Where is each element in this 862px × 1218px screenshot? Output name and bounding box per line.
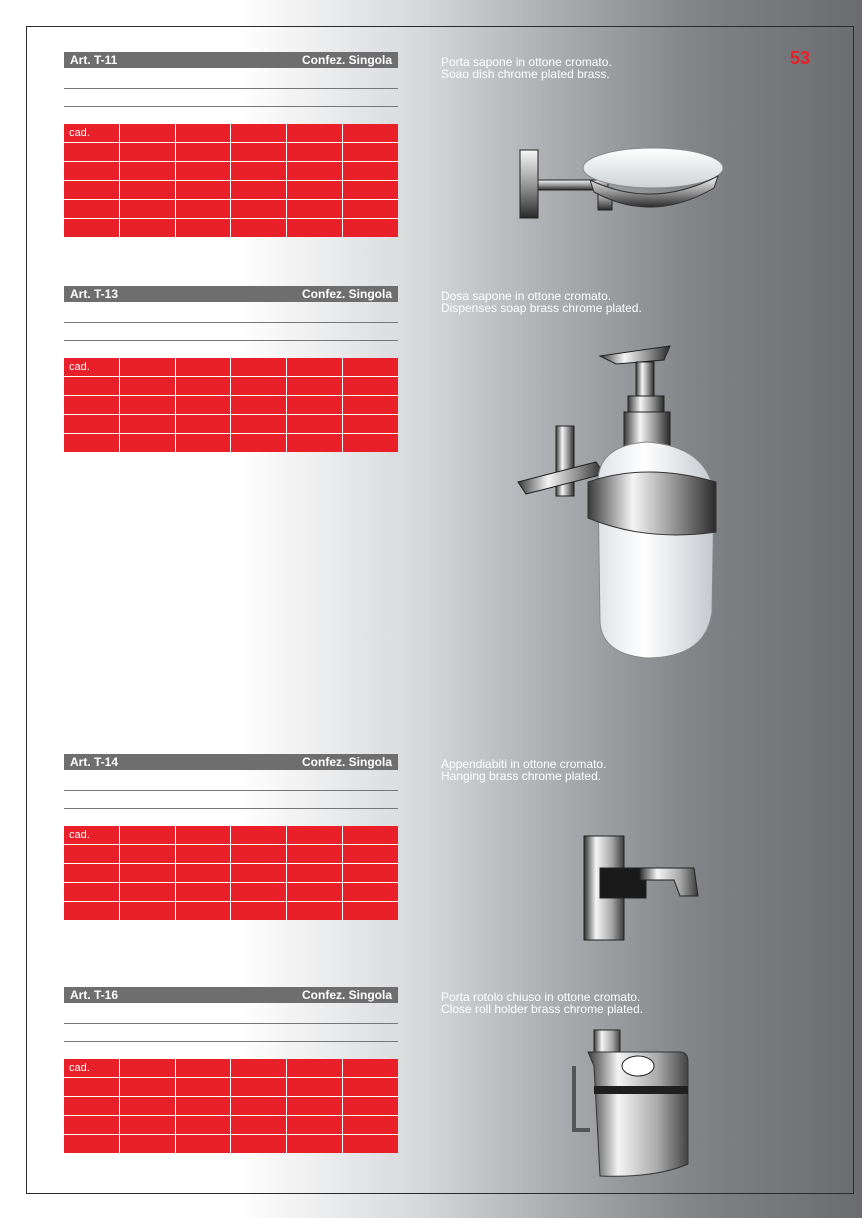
table-cell xyxy=(343,864,398,882)
table-cell xyxy=(176,1078,231,1096)
table-cell xyxy=(120,883,175,901)
table-cell xyxy=(120,864,175,882)
table-cell xyxy=(64,1097,119,1115)
table-cell xyxy=(176,1135,231,1153)
price-table xyxy=(64,826,398,920)
article-title-bar xyxy=(64,987,398,1003)
table-cell xyxy=(343,902,398,920)
table-cell xyxy=(176,396,231,414)
table-cell xyxy=(287,864,342,882)
table-cell xyxy=(120,845,175,863)
soap-dispenser-image xyxy=(516,342,722,662)
product-description-t13 xyxy=(441,290,642,314)
table-cell xyxy=(231,124,286,142)
table-cell xyxy=(120,1078,175,1096)
table-cell xyxy=(64,219,119,237)
article-title-bar xyxy=(64,754,398,770)
table-cell xyxy=(231,883,286,901)
table-cell xyxy=(64,415,119,433)
table-cell xyxy=(176,124,231,142)
table-cell xyxy=(287,1097,342,1115)
table-cell xyxy=(176,358,231,376)
table-cell xyxy=(343,826,398,844)
table-cell xyxy=(120,377,175,395)
table-cell xyxy=(176,162,231,180)
table-cell xyxy=(176,883,231,901)
table-cell xyxy=(64,200,119,218)
table-cell xyxy=(176,826,231,844)
table-cell xyxy=(343,200,398,218)
table-cell xyxy=(120,181,175,199)
table-cell xyxy=(287,826,342,844)
table-cell xyxy=(343,124,398,142)
table-cell xyxy=(231,1116,286,1134)
table-cell xyxy=(176,200,231,218)
table-cell xyxy=(176,1097,231,1115)
table-cell xyxy=(176,434,231,452)
table-cell xyxy=(120,1059,175,1077)
table-cell xyxy=(287,219,342,237)
product-section-t14 xyxy=(64,754,398,841)
table-cell xyxy=(287,434,342,452)
description-en: Close roll holder brass chrome plated. xyxy=(441,1002,644,1016)
table-cell xyxy=(287,902,342,920)
article-title-bar xyxy=(64,52,398,68)
table-cell xyxy=(231,219,286,237)
table-cell xyxy=(64,143,119,161)
table-cell xyxy=(64,396,119,414)
divider xyxy=(64,790,398,791)
table-cell xyxy=(231,845,286,863)
table-cell xyxy=(231,143,286,161)
description-en: Soao dish chrome plated brass. xyxy=(441,67,610,81)
table-cell xyxy=(176,845,231,863)
table-cell xyxy=(287,358,342,376)
unit-label: cad. xyxy=(64,358,119,376)
description-it: Appendiabiti in ottone cromato. xyxy=(441,757,607,771)
table-cell xyxy=(64,434,119,452)
table-cell xyxy=(343,396,398,414)
product-description-t14 xyxy=(441,758,606,782)
table-cell xyxy=(120,124,175,142)
packaging-label: Confez. Singola xyxy=(302,988,392,1002)
price-table xyxy=(64,358,398,452)
table-cell xyxy=(64,1116,119,1134)
table-cell xyxy=(120,434,175,452)
table-cell xyxy=(287,1135,342,1153)
table-cell xyxy=(120,396,175,414)
divider xyxy=(64,106,398,107)
page-number: 53 xyxy=(790,48,811,68)
toilet-roll-holder-image xyxy=(560,1026,696,1180)
table-cell xyxy=(176,902,231,920)
table-cell xyxy=(64,864,119,882)
divider xyxy=(64,1023,398,1024)
description-it: Porta sapone in ottone cromato. xyxy=(441,55,612,69)
packaging-label: Confez. Singola xyxy=(302,287,392,301)
product-description-t11 xyxy=(441,56,612,80)
product-section-t11 xyxy=(64,52,398,139)
table-cell xyxy=(287,1116,342,1134)
table-cell xyxy=(176,143,231,161)
table-cell xyxy=(231,864,286,882)
table-cell xyxy=(343,1078,398,1096)
table-cell xyxy=(343,358,398,376)
divider xyxy=(64,1041,398,1042)
packaging-label: Confez. Singola xyxy=(302,755,392,769)
table-cell xyxy=(287,1078,342,1096)
article-code: Art. T-11 xyxy=(70,53,118,67)
table-cell xyxy=(231,1097,286,1115)
table-cell xyxy=(64,902,119,920)
table-cell xyxy=(120,162,175,180)
table-cell xyxy=(287,845,342,863)
unit-label: cad. xyxy=(64,1059,119,1077)
table-cell xyxy=(343,162,398,180)
table-cell xyxy=(343,377,398,395)
table-cell xyxy=(120,415,175,433)
table-cell xyxy=(64,845,119,863)
table-cell xyxy=(231,1078,286,1096)
description-it: Dosa sapone in ottone cromato. xyxy=(441,289,612,303)
table-cell xyxy=(287,883,342,901)
table-cell xyxy=(231,415,286,433)
table-cell xyxy=(231,200,286,218)
table-cell xyxy=(64,181,119,199)
description-en: Dispenses soap brass chrome plated. xyxy=(441,301,642,315)
table-cell xyxy=(120,826,175,844)
unit-label: cad. xyxy=(64,826,119,844)
product-description-t16 xyxy=(441,991,643,1015)
table-cell xyxy=(231,162,286,180)
table-cell xyxy=(176,1116,231,1134)
table-cell xyxy=(120,1116,175,1134)
table-cell xyxy=(343,845,398,863)
divider xyxy=(64,322,398,323)
price-table xyxy=(64,1059,398,1153)
table-cell xyxy=(287,396,342,414)
table-cell xyxy=(287,162,342,180)
table-cell xyxy=(343,883,398,901)
table-cell xyxy=(176,219,231,237)
table-cell xyxy=(120,219,175,237)
table-cell xyxy=(120,200,175,218)
table-cell xyxy=(231,1059,286,1077)
table-cell xyxy=(287,415,342,433)
table-cell xyxy=(231,1135,286,1153)
table-cell xyxy=(176,1059,231,1077)
article-title-bar xyxy=(64,286,398,302)
table-cell xyxy=(64,883,119,901)
robe-hook-image xyxy=(580,832,702,944)
table-cell xyxy=(64,377,119,395)
table-cell xyxy=(343,434,398,452)
table-cell xyxy=(120,1135,175,1153)
table-cell xyxy=(343,1135,398,1153)
table-cell xyxy=(343,219,398,237)
table-cell xyxy=(231,902,286,920)
table-cell xyxy=(287,181,342,199)
table-cell xyxy=(120,358,175,376)
divider xyxy=(64,88,398,89)
article-code: Art. T-14 xyxy=(70,755,119,769)
packaging-label: Confez. Singola xyxy=(302,53,392,67)
table-cell xyxy=(231,377,286,395)
table-cell xyxy=(231,826,286,844)
table-cell xyxy=(287,200,342,218)
table-cell xyxy=(120,1097,175,1115)
divider xyxy=(64,808,398,809)
article-code: Art. T-13 xyxy=(70,287,119,301)
table-cell xyxy=(343,1116,398,1134)
table-cell xyxy=(343,415,398,433)
table-cell xyxy=(64,1078,119,1096)
table-cell xyxy=(231,358,286,376)
description-en: Hanging brass chrome plated. xyxy=(441,769,602,783)
unit-label: cad. xyxy=(64,124,119,142)
table-cell xyxy=(231,396,286,414)
soap-dish-image xyxy=(518,140,728,230)
table-cell xyxy=(120,143,175,161)
table-cell xyxy=(343,181,398,199)
table-cell xyxy=(287,377,342,395)
table-cell xyxy=(176,864,231,882)
table-cell xyxy=(343,1097,398,1115)
table-cell xyxy=(120,902,175,920)
table-cell xyxy=(64,1135,119,1153)
product-section-t16 xyxy=(64,987,398,1074)
product-section-t13 xyxy=(64,286,398,373)
table-cell xyxy=(231,181,286,199)
table-cell xyxy=(176,415,231,433)
table-cell xyxy=(176,377,231,395)
article-code: Art. T-16 xyxy=(70,988,119,1002)
table-cell xyxy=(64,162,119,180)
table-cell xyxy=(231,434,286,452)
description-it: Porta rotolo chiuso in ottone cromato. xyxy=(441,990,641,1004)
table-cell xyxy=(343,143,398,161)
price-table xyxy=(64,124,398,237)
divider xyxy=(64,340,398,341)
table-cell xyxy=(176,181,231,199)
table-cell xyxy=(287,143,342,161)
table-cell xyxy=(287,124,342,142)
table-cell xyxy=(343,1059,398,1077)
table-cell xyxy=(287,1059,342,1077)
